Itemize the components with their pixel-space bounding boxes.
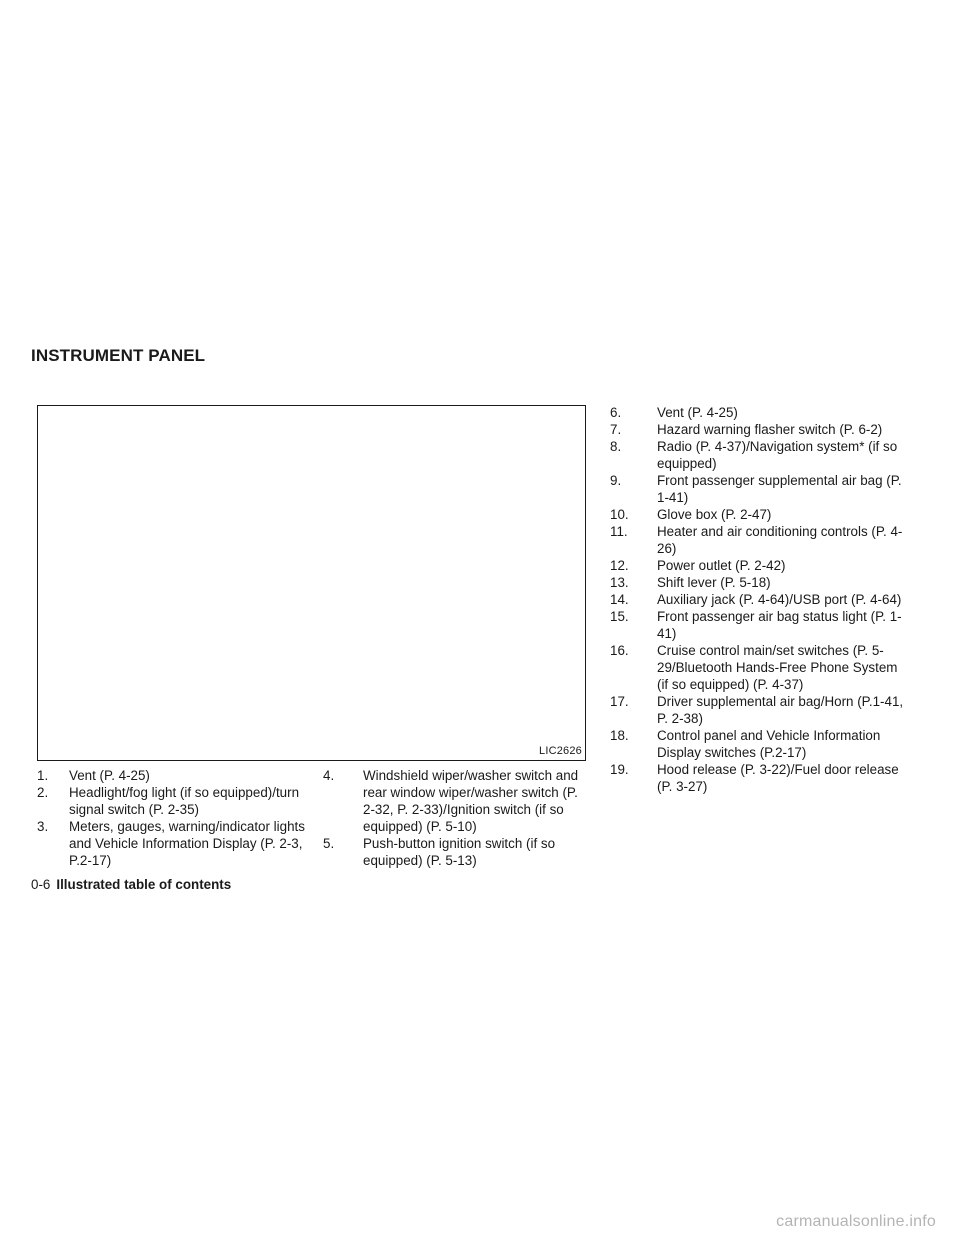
item-number: 5. [323, 836, 335, 851]
list-item [610, 557, 910, 574]
list-item [37, 767, 307, 784]
item-text: Push-button ignition switch (if so equipped) (P. 5-13) [363, 836, 556, 868]
item-text: Glove box (P. 2-47) [657, 507, 772, 522]
item-text: Control panel and Vehicle Information Display switches (P.2-17) [657, 728, 881, 760]
item-number: 3. [37, 819, 49, 834]
list-item [610, 727, 910, 761]
list-item [610, 693, 910, 727]
item-text: Headlight/fog light (if so equipped)/turn signal switch (P. 2-35) [69, 785, 300, 817]
watermark: carmanualsonline.info [776, 1213, 936, 1230]
item-number: 7. [610, 422, 622, 437]
list-item [610, 523, 910, 557]
page-number: 0-6 [31, 877, 51, 892]
list-item [610, 472, 910, 506]
item-text: Heater and air conditioning controls (P. 4-26) [657, 524, 903, 556]
list-item [610, 591, 910, 608]
item-number: 12. [610, 558, 629, 573]
item-text: Front passenger air bag status light (P. 1-41) [657, 609, 902, 641]
item-text: Hazard warning flasher switch (P. 6-2) [657, 422, 883, 437]
item-number: 11. [610, 524, 628, 539]
item-number: 4. [323, 768, 335, 783]
item-text: Cruise control main/set switches (P. 5-29/Bluetooth Hands-Free Phone System (if so equipped) (P. 4-37) [657, 643, 898, 692]
page-footer [31, 877, 231, 892]
item-text: Driver supplemental air bag/Horn (P.1-41, P. 2-38) [657, 694, 904, 726]
item-text: Hood release (P. 3-22)/Fuel door release (P. 3-27) [657, 762, 899, 794]
item-text: Shift lever (P. 5-18) [657, 575, 771, 590]
item-text: Auxiliary jack (P. 4-64)/USB port (P. 4-64) [657, 592, 902, 607]
item-text: Vent (P. 4-25) [69, 768, 150, 783]
list-item [610, 574, 910, 591]
item-text: Radio (P. 4-37)/Navigation system* (if so equipped) [657, 439, 898, 471]
item-list-column-1 [37, 767, 307, 869]
item-number: 13. [610, 575, 629, 590]
item-number: 16. [610, 643, 629, 658]
list-item [610, 506, 910, 523]
list-item [610, 421, 910, 438]
item-list-column-3 [610, 404, 910, 795]
figure-code: LIC2626 [539, 745, 582, 757]
item-number: 17. [610, 694, 629, 709]
section-title: INSTRUMENT PANEL [31, 346, 206, 365]
item-number: 8. [610, 439, 622, 454]
list-item [610, 438, 910, 472]
list-item [610, 761, 910, 795]
list-item [37, 818, 307, 869]
item-number: 2. [37, 785, 49, 800]
instrument-panel-illustration [37, 405, 586, 761]
list-item [610, 404, 910, 421]
list-item [610, 608, 910, 642]
item-number: 14. [610, 592, 629, 607]
item-number: 18. [610, 728, 629, 743]
item-number: 9. [610, 473, 622, 488]
chapter-title: Illustrated table of contents [56, 877, 232, 892]
item-number: 6. [610, 405, 622, 420]
item-number: 1. [37, 768, 49, 783]
item-list-column-2 [323, 767, 589, 869]
item-number: 19. [610, 762, 629, 777]
item-text: Power outlet (P. 2-42) [657, 558, 786, 573]
item-text: Windshield wiper/washer switch and rear window wiper/washer switch (P. 2-32, P. 2-33)/Ignition switch (if so equipped) (P. 5-10) [363, 768, 579, 834]
list-item [323, 835, 589, 869]
item-number: 10. [610, 507, 629, 522]
list-item [37, 784, 307, 818]
item-number: 15. [610, 609, 629, 624]
item-text: Vent (P. 4-25) [657, 405, 738, 420]
item-text: Front passenger supplemental air bag (P. 1-41) [657, 473, 902, 505]
item-text: Meters, gauges, warning/indicator lights and Vehicle Information Display (P. 2-3, P.2-17) [69, 819, 305, 868]
list-item [610, 642, 910, 693]
list-item [323, 767, 589, 835]
